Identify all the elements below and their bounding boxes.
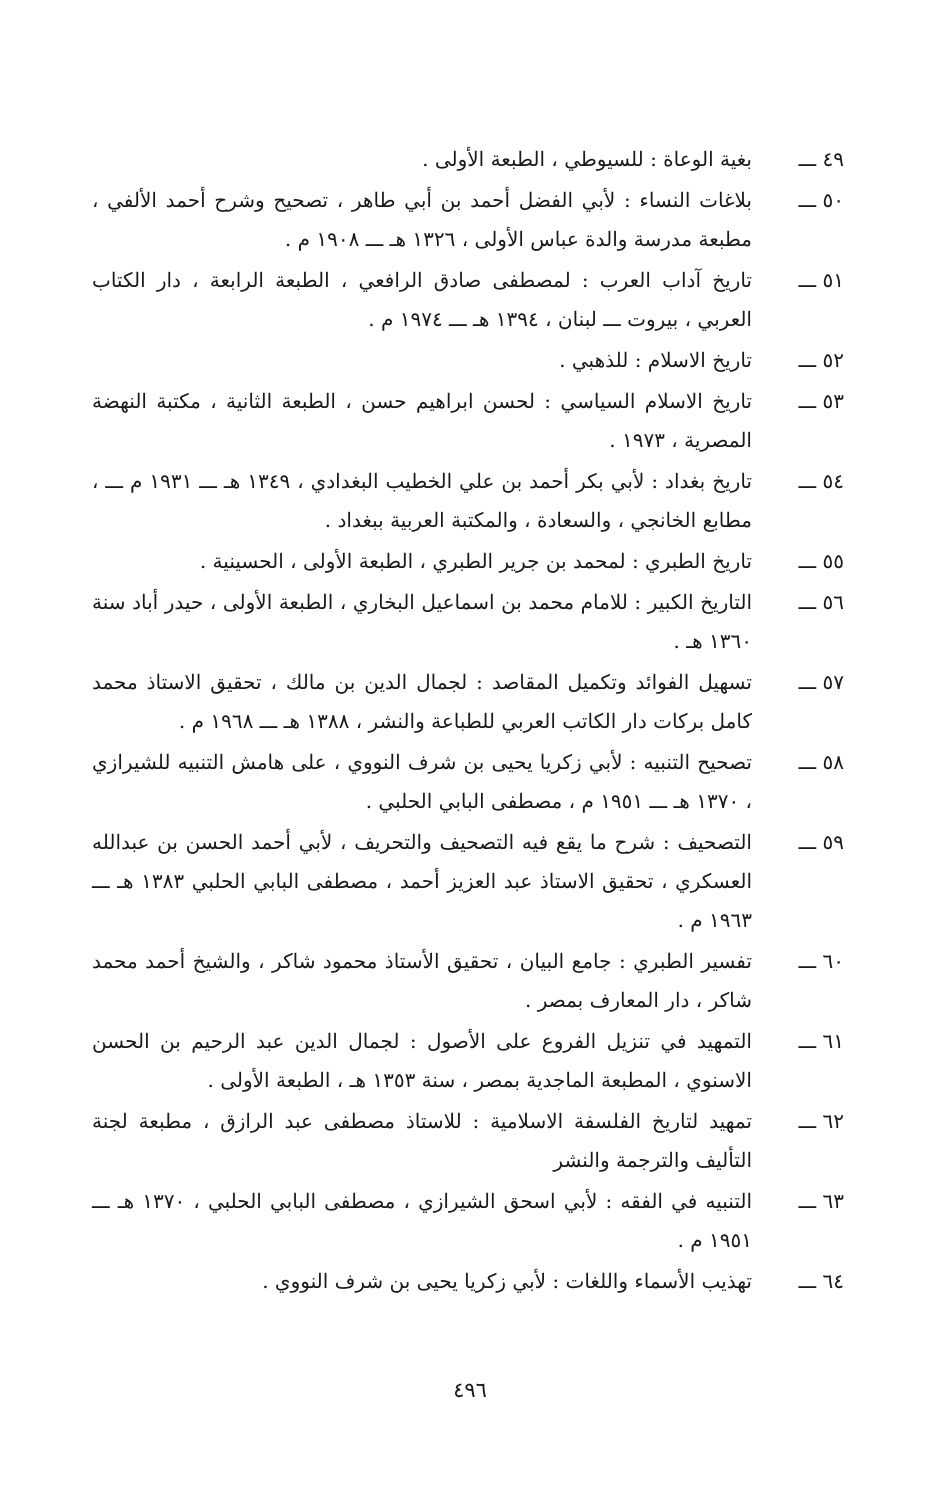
entry-text: تسهيل الفوائد وتكميل المقاصد : لجمال الدين بن مالك ، تحقيق الاستاذ محمد كامل بركات دار الكاتب العربي للطباعة والنشر ، ١٣٨٨ هـ ـــ ١٩٦٨ م . xyxy=(92,670,752,733)
bibliography-entry xyxy=(92,583,844,661)
entry-number: ٥٠ ـــ xyxy=(798,188,844,212)
entry-text: تفسير الطبري : جامع البيان ، تحقيق الأستاذ محمود شاكر ، والشيخ أحمد محمد شاكر ، دار المعارف بمصر . xyxy=(92,949,752,1012)
entry-text: تمهيد لتاريخ الفلسفة الاسلامية : للاستاذ مصطفى عبد الرازق ، مطبعة لجنة التأليف والترجمة والنشر xyxy=(92,1109,752,1172)
entry-number: ٥٦ ـــ xyxy=(798,590,844,614)
entry-number: ٦٣ ـــ xyxy=(798,1189,844,1213)
entry-text: التاريخ الكبير : للامام محمد بن اسماعيل البخاري ، الطبعة الأولى ، حيدر أباد سنة ١٣٦٠ هـ . xyxy=(92,590,752,653)
bibliography-entry xyxy=(92,140,844,179)
bibliography-entry xyxy=(92,942,844,1020)
bibliography-entry xyxy=(92,1182,844,1260)
bibliography-entry xyxy=(92,1262,844,1301)
entry-text: التمهيد في تنزيل الفروع على الأصول : لجمال الدين عبد الرحيم بن الحسن الاسنوي ، المطبعة الماجدية بمصر ، سنة ١٣٥٣ هـ ، الطبعة الأولى . xyxy=(92,1029,752,1092)
entry-number: ٥٩ ـــ xyxy=(798,830,844,854)
bibliography-entry xyxy=(92,261,844,339)
entry-text: تاريخ الطبري : لمحمد بن جرير الطبري ، الطبعة الأولى ، الحسينية . xyxy=(199,549,752,573)
bibliography-entry xyxy=(92,743,844,821)
entry-number: ٥٢ ـــ xyxy=(798,348,844,372)
entry-number: ٤٩ ـــ xyxy=(798,147,844,171)
entry-number: ٦٤ ـــ xyxy=(798,1269,844,1293)
entry-text: تاريخ آداب العرب : لمصطفى صادق الرافعي ، الطبعة الرابعة ، دار الكتاب العربي ، بيروت ـــ لبنان ، ١٣٩٤ هـ ـــ ١٩٧٤ م . xyxy=(92,268,752,331)
bibliography-entry xyxy=(92,341,844,380)
bibliography-entry xyxy=(92,1022,844,1100)
bibliography-entry xyxy=(92,823,844,940)
bibliography-entry xyxy=(92,462,844,540)
bibliography-list xyxy=(92,140,844,1303)
entry-text: تصحيح التنبيه : لأبي زكريا يحيى بن شرف النووي ، على هامش التنبيه للشيرازي ، ١٣٧٠ هـ ـــ ١٩٥١ م ، مصطفى البابي الحلبي . xyxy=(92,750,752,813)
entry-number: ٥٤ ـــ xyxy=(798,469,844,493)
entry-number: ٥٨ ـــ xyxy=(798,750,844,774)
entry-number: ٦٠ ـــ xyxy=(798,949,844,973)
entry-number: ٥١ ـــ xyxy=(798,268,844,292)
bibliography-entry xyxy=(92,181,844,259)
bibliography-entry xyxy=(92,663,844,741)
bibliography-entry xyxy=(92,1102,844,1180)
entry-number: ٥٥ ـــ xyxy=(798,549,844,573)
entry-text: التنبيه في الفقه : لأبي اسحق الشيرازي ، مصطفى البابي الحلبي ، ١٣٧٠ هـ ـــ ١٩٥١ م . xyxy=(92,1189,753,1252)
entry-text: تاريخ الاسلام : للذهبي . xyxy=(559,348,752,372)
entry-text: تاريخ بغداد : لأبي بكر أحمد بن علي الخطيب البغدادي ، ١٣٤٩ هـ ـــ ١٩٣١ م ـــ ، مطابع الخانجي ، والسعادة ، والمكتبة العربية ببغداد . xyxy=(92,469,752,532)
entry-number: ٦١ ـــ xyxy=(798,1029,844,1053)
entry-text: التصحيف : شرح ما يقع فيه التصحيف والتحريف ، لأبي أحمد الحسن بن عبدالله العسكري ، تحقيق الاستاذ عبد العزيز أحمد ، مصطفى البابي الحلبي ١٣٨٣ هـ ـــ ١٩٦٣ م . xyxy=(92,830,752,932)
entry-number: ٥٧ ـــ xyxy=(798,670,844,694)
entry-text: بلاغات النساء : لأبي الفضل أحمد بن أبي طاهر ، تصحيح وشرح أحمد الألفي ، مطبعة مدرسة والدة عباس الأولى ، ١٣٢٦ هـ ـــ ١٩٠٨ م . xyxy=(92,188,752,251)
entry-text: بغية الوعاة : للسيوطي ، الطبعة الأولى . xyxy=(422,147,752,171)
bibliography-entry xyxy=(92,382,844,460)
entry-number: ٦٢ ـــ xyxy=(798,1109,844,1133)
bibliography-entry xyxy=(92,542,844,581)
entry-text: تهذيب الأسماء واللغات : لأبي زكريا يحيى بن شرف النووي . xyxy=(262,1269,752,1293)
entry-text: تاريخ الاسلام السياسي : لحسن ابراهيم حسن ، الطبعة الثانية ، مكتبة النهضة المصرية ، ١٩٧٣ . xyxy=(92,389,752,452)
entry-number: ٥٣ ـــ xyxy=(798,389,844,413)
page-number: ٤٩٦ xyxy=(453,1378,487,1402)
